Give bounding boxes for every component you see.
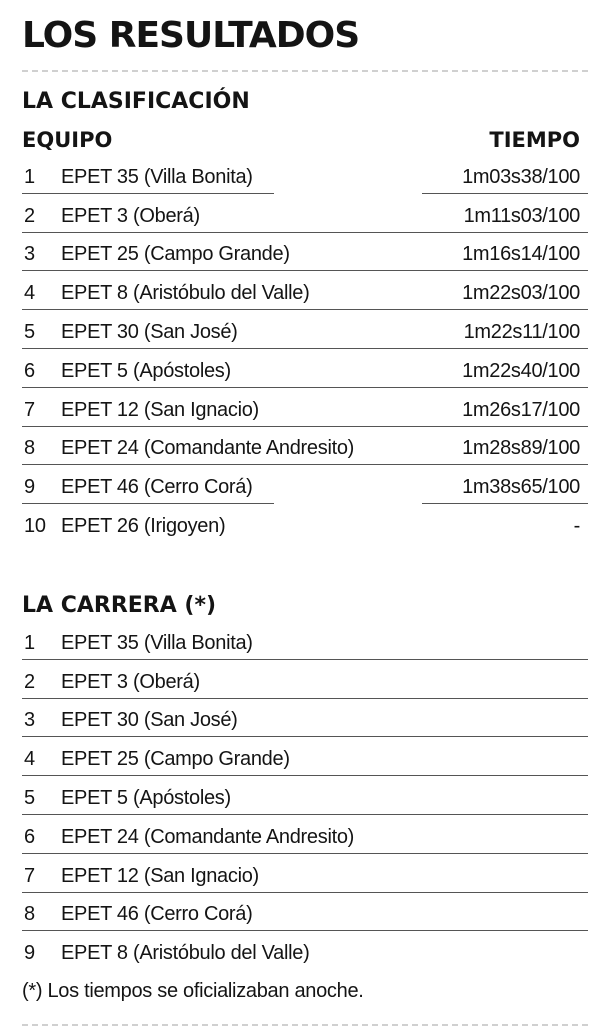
row-position: 5 [24, 786, 35, 809]
row-time: - [573, 514, 580, 537]
row-position: 7 [24, 864, 35, 887]
row-team: EPET 5 (Apóstoles) [61, 786, 231, 809]
bottom-divider [22, 1024, 588, 1026]
column-header-team: EQUIPO [22, 128, 113, 152]
row-team: EPET 8 (Aristóbulo del Valle) [61, 282, 310, 305]
list-item [22, 854, 588, 893]
row-team: EPET 46 (Cerro Corá) [61, 903, 253, 926]
row-position: 8 [24, 437, 35, 460]
clasificacion-table [22, 155, 588, 543]
row-position: 7 [24, 398, 35, 421]
row-position: 3 [24, 709, 35, 732]
table-row [22, 388, 588, 427]
row-team: EPET 46 (Cerro Corá) [61, 476, 253, 499]
carrera-list [22, 621, 588, 970]
row-position: 8 [24, 903, 35, 926]
page-title: LOS RESULTADOS [22, 15, 360, 56]
row-time: 1m38s65/100 [462, 476, 580, 499]
list-item [22, 621, 588, 660]
row-team: EPET 12 (San Ignacio) [61, 864, 259, 887]
row-position: 9 [24, 476, 35, 499]
row-time: 1m26s17/100 [462, 398, 580, 421]
row-position: 10 [24, 514, 46, 537]
clasificacion-heading: LA CLASIFICACIÓN [22, 89, 250, 114]
row-team: EPET 30 (San José) [61, 709, 238, 732]
row-position: 2 [24, 204, 35, 227]
row-time: 1m22s40/100 [462, 359, 580, 382]
row-position: 4 [24, 748, 35, 771]
row-position: 6 [24, 825, 35, 848]
table-row [22, 427, 588, 466]
row-team: EPET 35 (Villa Bonita) [61, 631, 253, 654]
row-team: EPET 8 (Aristóbulo del Valle) [61, 942, 310, 965]
list-item [22, 893, 588, 932]
row-team: EPET 5 (Apóstoles) [61, 359, 231, 382]
footnote: (*) Los tiempos se oficializaban anoche. [22, 980, 364, 1002]
row-team: EPET 25 (Campo Grande) [61, 748, 290, 771]
table-row [22, 465, 588, 504]
carrera-heading: LA CARRERA (*) [22, 593, 217, 618]
list-item [22, 815, 588, 854]
row-team: EPET 24 (Comandante Andresito) [61, 825, 355, 848]
row-team: EPET 24 (Comandante Andresito) [61, 437, 355, 460]
row-time: 1m11s03/100 [463, 204, 580, 227]
row-position: 1 [24, 631, 35, 654]
row-position: 5 [24, 320, 35, 343]
table-row [22, 155, 588, 194]
table-row [22, 349, 588, 388]
table-row [22, 504, 588, 543]
row-team: EPET 35 (Villa Bonita) [61, 165, 253, 188]
row-position: 6 [24, 359, 35, 382]
row-position: 2 [24, 670, 35, 693]
table-row [22, 233, 588, 272]
list-item [22, 737, 588, 776]
row-team: EPET 12 (San Ignacio) [61, 398, 259, 421]
row-position: 9 [24, 942, 35, 965]
list-item [22, 660, 588, 699]
top-divider [22, 70, 588, 72]
row-position: 3 [24, 243, 35, 266]
list-item [22, 776, 588, 815]
row-team: EPET 26 (Irigoyen) [61, 514, 226, 537]
table-row [22, 271, 588, 310]
row-time: 1m28s89/100 [462, 437, 580, 460]
table-row [22, 310, 588, 349]
list-item [22, 699, 588, 738]
row-time: 1m03s38/100 [462, 165, 580, 188]
row-team: EPET 3 (Oberá) [61, 204, 200, 227]
table-row [22, 194, 588, 233]
row-position: 1 [24, 165, 35, 188]
column-header-time: TIEMPO [489, 128, 580, 152]
row-team: EPET 30 (San José) [61, 320, 238, 343]
list-item [22, 931, 588, 970]
row-time: 1m16s14/100 [462, 243, 580, 266]
row-team: EPET 3 (Oberá) [61, 670, 200, 693]
row-team: EPET 25 (Campo Grande) [61, 243, 290, 266]
row-time: 1m22s03/100 [462, 282, 580, 305]
row-time: 1m22s11/100 [463, 320, 580, 343]
row-position: 4 [24, 282, 35, 305]
